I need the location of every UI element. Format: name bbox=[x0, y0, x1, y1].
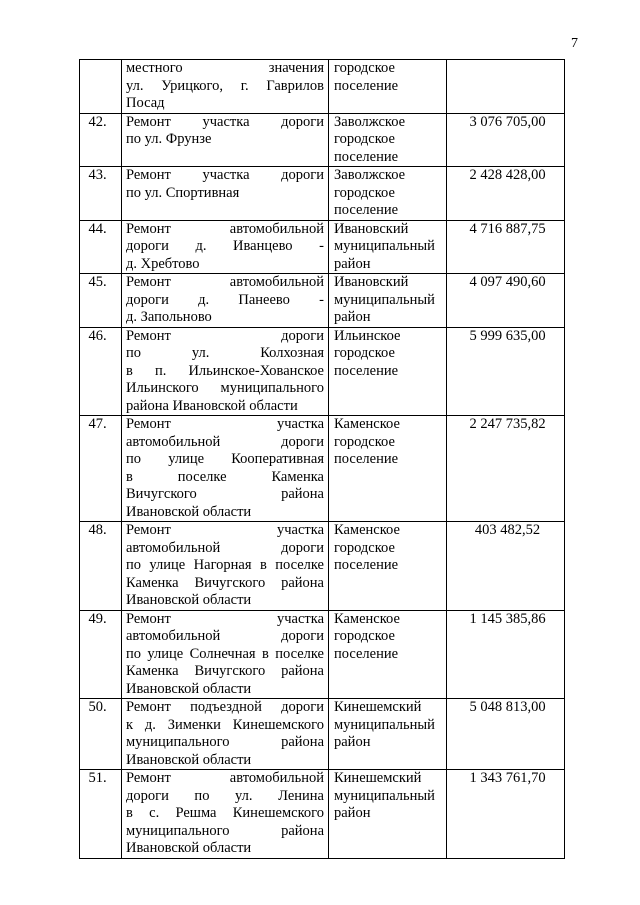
object-name-line: автомобильной дороги bbox=[126, 628, 324, 644]
amount-cell: 1 145 385,86 bbox=[447, 610, 565, 699]
municipality-cell bbox=[329, 167, 447, 221]
row-number-cell: 50. bbox=[80, 699, 122, 770]
municipality-line: Ивановский bbox=[334, 220, 409, 237]
municipality-line: район bbox=[334, 734, 371, 750]
municipality-line: район bbox=[334, 255, 371, 272]
municipality-line: Каменское bbox=[334, 522, 400, 538]
municipality-line: поселение bbox=[334, 557, 399, 573]
municipality-line: городское bbox=[334, 60, 395, 76]
municipality-line: Заволжское bbox=[334, 113, 406, 130]
municipality-line: Каменское bbox=[334, 416, 400, 432]
table-row bbox=[80, 610, 565, 699]
municipality-line: городское bbox=[334, 345, 395, 361]
object-name-cell bbox=[122, 113, 329, 167]
object-name-line: Ивановской области bbox=[126, 680, 252, 697]
municipality-cell bbox=[329, 60, 447, 114]
amount-cell: 4 097 490,60 bbox=[447, 274, 565, 328]
municipality-line: городское bbox=[334, 539, 395, 556]
municipality-cell bbox=[329, 610, 447, 699]
municipality-line: район bbox=[334, 309, 371, 325]
object-name-line: Ремонт подъездной дороги bbox=[126, 699, 324, 715]
object-name-cell bbox=[122, 274, 329, 328]
object-name-cell bbox=[122, 220, 329, 274]
object-name-line: Вичугского района bbox=[126, 486, 324, 502]
row-number-cell: 46. bbox=[80, 327, 122, 416]
amount-cell: 2 428 428,00 bbox=[447, 167, 565, 221]
object-name-line: муниципального района bbox=[126, 734, 324, 750]
object-name-line: ул. Урицкого, г. Гаврилов bbox=[126, 77, 324, 94]
amount-cell: 2 247 735,82 bbox=[447, 416, 565, 522]
row-number-cell: 47. bbox=[80, 416, 122, 522]
table-row bbox=[80, 60, 565, 114]
object-name-line: Ремонт участка дороги bbox=[126, 113, 324, 130]
object-name-line: дороги д. Иванцево - bbox=[126, 238, 324, 254]
municipality-line: муниципальный bbox=[334, 787, 435, 804]
object-name-cell bbox=[122, 416, 329, 522]
municipality-line: поселение bbox=[334, 148, 399, 165]
municipality-line: поселение bbox=[334, 77, 399, 94]
object-name-line: Ивановской области bbox=[126, 840, 252, 856]
municipality-cell bbox=[329, 699, 447, 770]
municipality-line: поселение bbox=[334, 645, 399, 662]
object-name-line: по улице Нагорная в поселке bbox=[126, 557, 324, 573]
table-body bbox=[80, 60, 565, 859]
object-name-line: по улице Кооперативная bbox=[126, 451, 324, 467]
object-name-line: Каменка Вичугского района bbox=[126, 574, 324, 591]
object-name-line: в поселке Каменка bbox=[126, 468, 324, 485]
table-row bbox=[80, 113, 565, 167]
object-name-line: Ильинского муниципального bbox=[126, 380, 324, 396]
municipality-cell bbox=[329, 113, 447, 167]
object-name-line: в с. Решма Кинешемского bbox=[126, 805, 324, 821]
object-name-line: к д. Зименки Кинешемского bbox=[126, 716, 324, 733]
table-row bbox=[80, 274, 565, 328]
object-name-cell bbox=[122, 327, 329, 416]
municipality-cell bbox=[329, 770, 447, 859]
object-name-line: Ремонт автомобильной bbox=[126, 770, 324, 786]
municipality-line: поселение bbox=[334, 202, 399, 218]
table-row bbox=[80, 770, 565, 859]
municipality-line: Кинешемский bbox=[334, 699, 422, 715]
object-name-cell bbox=[122, 610, 329, 699]
object-name-line: д. Хребтово bbox=[126, 255, 200, 272]
row-number-cell: 48. bbox=[80, 522, 122, 611]
object-name-line: автомобильной дороги bbox=[126, 433, 324, 450]
table-row bbox=[80, 167, 565, 221]
municipality-line: Заволжское bbox=[334, 167, 406, 183]
object-name-line: Каменка Вичугского района bbox=[126, 663, 324, 679]
object-name-line: Ремонт дороги bbox=[126, 327, 324, 344]
road-repair-table bbox=[79, 59, 565, 859]
amount-cell: 1 343 761,70 bbox=[447, 770, 565, 859]
amount-cell bbox=[447, 60, 565, 114]
municipality-line: Кинешемский bbox=[334, 770, 422, 786]
object-name-cell bbox=[122, 522, 329, 611]
table-row bbox=[80, 416, 565, 522]
municipality-line: район bbox=[334, 805, 371, 821]
object-name-line: Ремонт участка bbox=[126, 610, 324, 627]
object-name-line: по улице Солнечная в поселке bbox=[126, 645, 324, 662]
municipality-line: муниципальный bbox=[334, 291, 435, 308]
object-name-line: автомобильной дороги bbox=[126, 539, 324, 556]
municipality-cell bbox=[329, 522, 447, 611]
object-name-line: района Ивановской области bbox=[126, 397, 298, 414]
row-number-cell: 44. bbox=[80, 220, 122, 274]
amount-cell: 5 999 635,00 bbox=[447, 327, 565, 416]
object-name-cell bbox=[122, 770, 329, 859]
municipality-cell bbox=[329, 220, 447, 274]
object-name-line: д. Запольново bbox=[126, 309, 212, 325]
object-name-line: Ивановской области bbox=[126, 503, 252, 520]
amount-cell: 3 076 705,00 bbox=[447, 113, 565, 167]
municipality-line: муниципальный bbox=[334, 716, 435, 733]
row-number-cell: 43. bbox=[80, 167, 122, 221]
object-name-line: Ремонт участка дороги bbox=[126, 167, 324, 183]
row-number-cell: 42. bbox=[80, 113, 122, 167]
row-number-cell: 45. bbox=[80, 274, 122, 328]
municipality-cell bbox=[329, 274, 447, 328]
amount-cell: 4 716 887,75 bbox=[447, 220, 565, 274]
municipality-line: поселение bbox=[334, 451, 399, 467]
page-number: 7 bbox=[571, 36, 578, 51]
object-name-line: Ремонт участка bbox=[126, 522, 324, 538]
municipality-line: городское bbox=[334, 433, 395, 450]
row-number-cell: 51. bbox=[80, 770, 122, 859]
amount-cell: 5 048 813,00 bbox=[447, 699, 565, 770]
amount-cell: 403 482,52 bbox=[447, 522, 565, 611]
row-number-cell bbox=[80, 60, 122, 114]
object-name-cell bbox=[122, 60, 329, 114]
object-name-cell bbox=[122, 699, 329, 770]
row-number-cell: 49. bbox=[80, 610, 122, 699]
table-row bbox=[80, 699, 565, 770]
municipality-cell bbox=[329, 416, 447, 522]
table-row bbox=[80, 220, 565, 274]
municipality-line: Ильинское bbox=[334, 327, 401, 344]
municipality-cell bbox=[329, 327, 447, 416]
object-name-line: муниципального района bbox=[126, 822, 324, 839]
table-row bbox=[80, 327, 565, 416]
object-name-line: местного значения bbox=[126, 60, 324, 76]
municipality-line: городское bbox=[334, 131, 395, 147]
object-name-line: Посад bbox=[126, 95, 165, 111]
object-name-line: по ул. Фрунзе bbox=[126, 131, 212, 147]
table-row bbox=[80, 522, 565, 611]
municipality-line: поселение bbox=[334, 362, 399, 379]
object-name-line: в п. Ильинское-Хованское bbox=[126, 362, 324, 379]
object-name-line: Ивановской области bbox=[126, 592, 252, 608]
object-name-line: дороги д. Панеево - bbox=[126, 291, 324, 308]
municipality-line: Каменское bbox=[334, 610, 400, 627]
municipality-line: муниципальный bbox=[334, 238, 435, 254]
object-name-line: по ул. Колхозная bbox=[126, 345, 324, 361]
object-name-line: по ул. Спортивная bbox=[126, 184, 240, 201]
object-name-line: Ремонт автомобильной bbox=[126, 220, 324, 237]
object-name-line: Ремонт участка bbox=[126, 416, 324, 432]
object-name-line: Ремонт автомобильной bbox=[126, 274, 324, 290]
object-name-line: дороги по ул. Ленина bbox=[126, 787, 324, 804]
municipality-line: городское bbox=[334, 184, 395, 201]
object-name-cell bbox=[122, 167, 329, 221]
object-name-line: Ивановской области bbox=[126, 751, 252, 768]
municipality-line: городское bbox=[334, 628, 395, 644]
municipality-line: Ивановский bbox=[334, 274, 409, 290]
